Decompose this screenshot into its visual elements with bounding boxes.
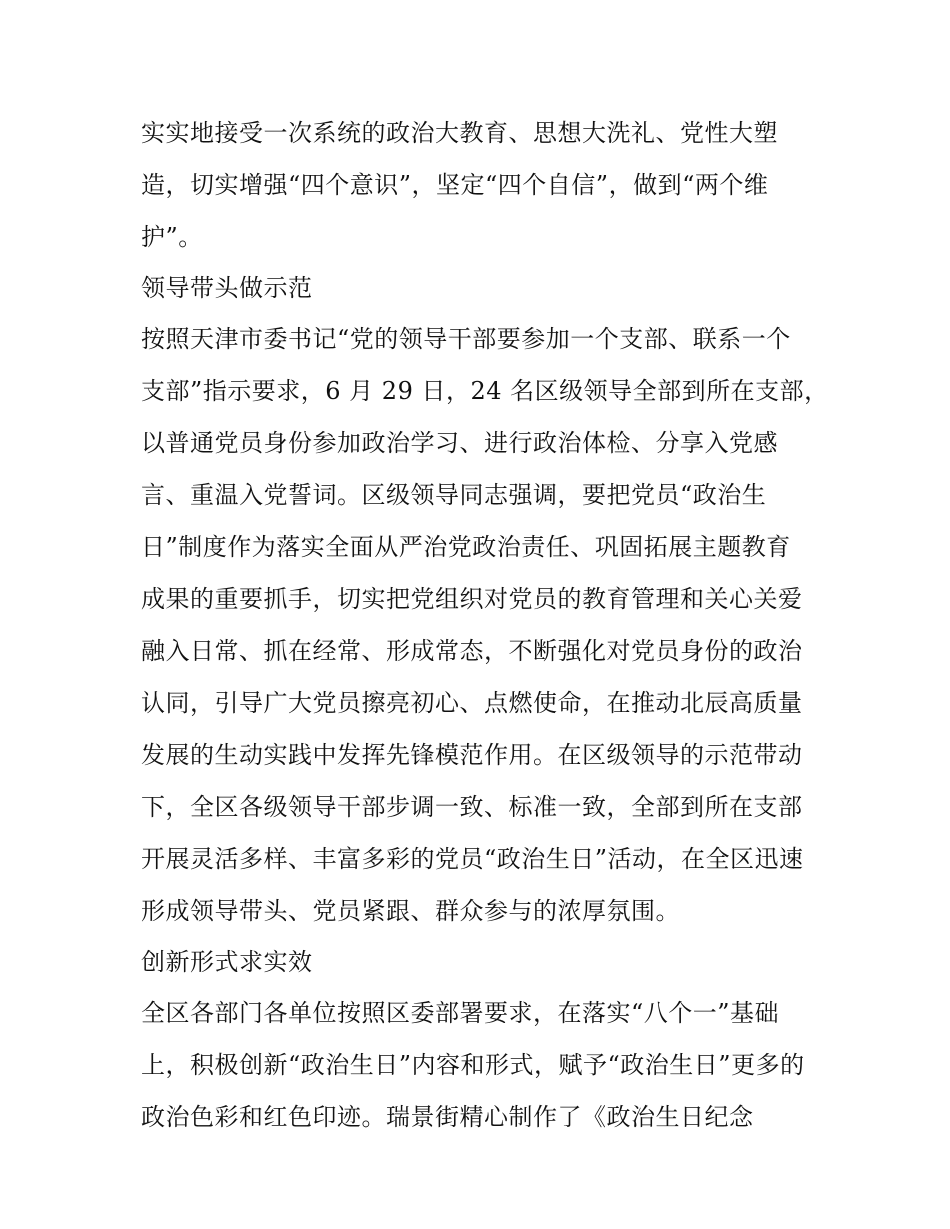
section-heading: 领导带头做示范 [141, 274, 313, 302]
paragraph-line: 实实地接受一次系统的政治大教育、思想大洗礼、党性大塑 [141, 119, 778, 147]
paragraph-line: 形成领导带头、党员紧跟、群众参与的浓厚氛围。 [141, 897, 680, 925]
paragraph-line: 按照天津市委书记“党的领导干部要参加一个支部、联系一个 [141, 325, 791, 353]
paragraph-line: 全区各部门各单位按照区委部署要求，在落实“八个一”基础 [141, 999, 780, 1027]
paragraph-line: 开展灵活多样、丰富多彩的党员“政治生日”活动，在全区迅速 [141, 845, 804, 873]
section-heading: 创新形式求实效 [141, 948, 313, 976]
paragraph-line: 以普通党员身份参加政治学习、进行政治体检、分享入党感 [141, 429, 778, 457]
paragraph-line: 融入日常、抓在经常、形成常态，不断强化对党员身份的政治 [141, 637, 803, 665]
paragraph-line: 下，全区各级领导干部步调一致、标准一致，全部到所在支部 [141, 793, 803, 821]
paragraph-line: 政治色彩和红色印迹。瑞景街精心制作了《政治生日纪念 [141, 1103, 754, 1131]
paragraph-line: 上，积极创新“政治生日”内容和形式，赋予“政治生日”更多的 [141, 1051, 805, 1079]
paragraph-line: 成果的重要抓手，切实把党组织对党员的教育管理和关心关爱 [141, 585, 803, 613]
paragraph-line: 日”制度作为落实全面从严治党政治责任、巩固拓展主题教育 [141, 533, 791, 561]
paragraph-line: 造，切实增强“四个意识”，坚定“四个自信”，做到“两个维 [141, 171, 769, 199]
paragraph-line: 支部”指示要求，6 月 29 日，24 名区级领导全部到所在支部， [141, 377, 829, 405]
paragraph-line: 发展的生动实践中发挥先锋模范作用。在区级领导的示范带动 [141, 741, 803, 769]
paragraph-line: 护”。 [141, 223, 203, 251]
paragraph-line: 认同，引导广大党员擦亮初心、点燃使命，在推动北辰高质量 [141, 689, 803, 717]
paragraph-line: 言、重温入党誓词。区级领导同志强调，要把党员“政治生 [141, 481, 767, 509]
document-body [141, 107, 829, 1143]
